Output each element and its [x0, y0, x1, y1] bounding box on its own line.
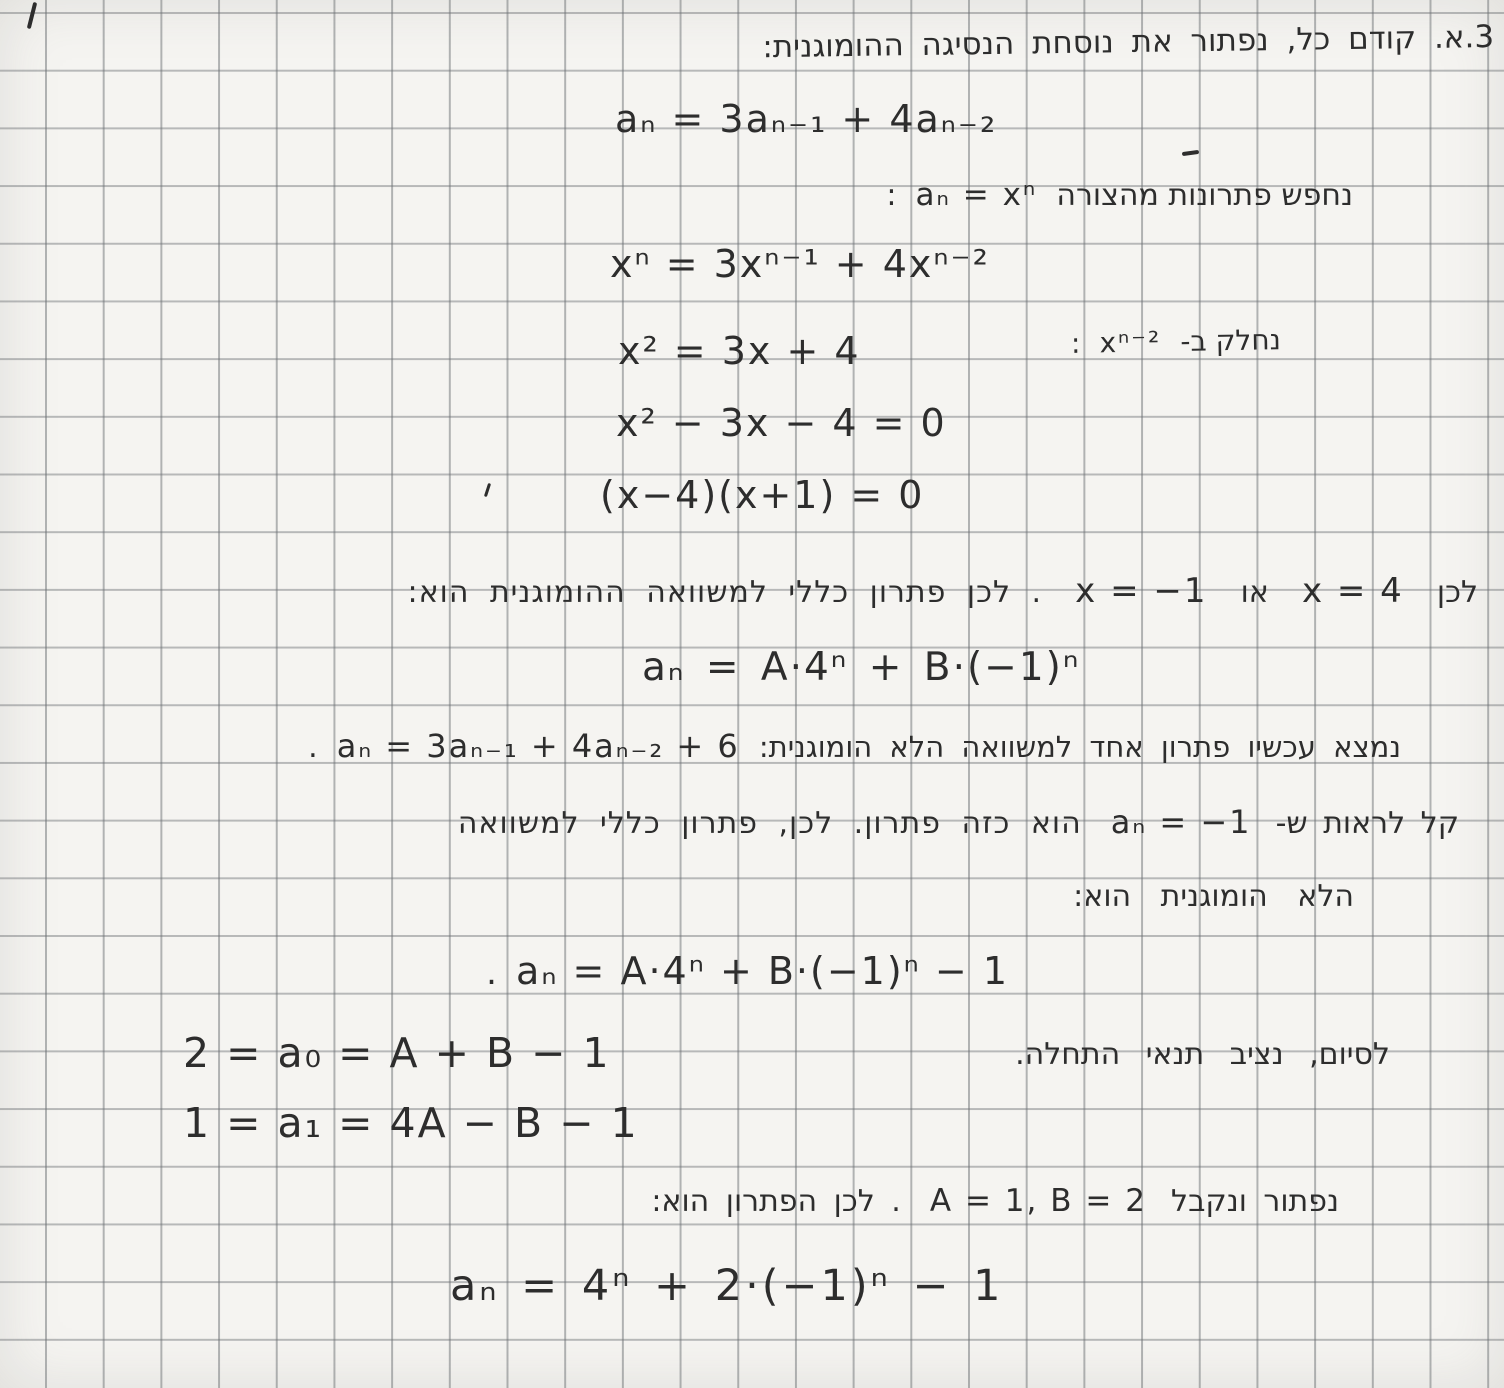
text-run: . לכן הפתרון הוא:	[651, 1184, 901, 1219]
stray-ink-mark-dash	[1182, 150, 1199, 156]
math-run: A = 1, B = 2	[929, 1183, 1147, 1219]
math-run: aₙ = A·4ⁿ + B·(−1)ⁿ − 1	[516, 949, 1009, 993]
text-run: או	[1240, 575, 1269, 610]
characteristic-equation: x² = 3x + 4	[618, 329, 861, 373]
roots-conclusion-line	[393, 572, 1492, 611]
final-solution-equation: aₙ = 4ⁿ + 2·(−1)ⁿ − 1	[450, 1261, 1004, 1311]
text-run: נפתור ונקבל	[1171, 1184, 1339, 1219]
recurrence-equation: aₙ = 3aₙ₋₁ + 4aₙ₋₂	[615, 97, 998, 141]
solve-conclusion-line	[639, 1184, 1346, 1220]
stray-ink-mark-tick	[484, 483, 491, 497]
characteristic-standard-form: x² − 3x − 4 = 0	[616, 401, 947, 445]
divide-note	[1064, 324, 1288, 360]
initial-conditions-line: לסיום, נציב תנאי התחלה.	[1015, 1037, 1390, 1072]
general-homogeneous-solution: aₙ = A·4ⁿ + B·(−1)ⁿ	[642, 645, 1081, 690]
math-run: xⁿ⁻²	[1099, 325, 1162, 360]
math-run: x = 4	[1301, 571, 1404, 611]
text-run: קל לראות ש-	[1275, 806, 1459, 841]
general-inhomogeneous-solution	[479, 950, 1016, 994]
text-run: נחפש פתרונות מהצורה	[1056, 178, 1353, 213]
inhomogeneous-solution-label: הלא הומוגנית הוא:	[1073, 879, 1354, 914]
text-run: נמצא עכשיו פתרון אחד למשוואה הלא הומוגנית:	[758, 730, 1401, 764]
initial-condition-a1: 1 = a₁ = 4A − B − 1	[183, 1099, 639, 1147]
math-run: aₙ = xⁿ	[915, 177, 1038, 213]
stray-ink-mark-corner	[27, 2, 37, 29]
colon: :	[886, 178, 897, 213]
text-run: הוא כזה פתרון. לכן, פתרון כללי למשוואה	[457, 806, 1082, 841]
initial-condition-a0: 2 = a₀ = A + B − 1	[183, 1029, 611, 1077]
factored-equation: (x−4)(x+1) = 0	[600, 473, 925, 517]
problem-title-line: 3.א. קודם כל, נפתור את נוסחת הנסיגה ההומוגנית:	[762, 19, 1495, 66]
guess-solution-line	[879, 178, 1360, 214]
text-run: נחלק ב-	[1180, 323, 1282, 358]
particular-solution-observation	[446, 804, 1466, 842]
period: .	[486, 953, 497, 993]
period: .	[308, 730, 318, 765]
math-run: x = −1	[1075, 571, 1208, 611]
math-run: aₙ = −1	[1110, 803, 1252, 841]
particular-solution-line	[301, 728, 1408, 766]
text-run: . לכן פתרון כללי למשוואה ההומוגנית הוא:	[407, 575, 1043, 610]
substituted-equation: xⁿ = 3xⁿ⁻¹ + 4xⁿ⁻²	[610, 242, 990, 286]
text-run: לכן	[1436, 575, 1478, 610]
colon: :	[1070, 326, 1081, 360]
math-run: aₙ = 3aₙ₋₁ + 4aₙ₋₂ + 6	[336, 727, 740, 765]
